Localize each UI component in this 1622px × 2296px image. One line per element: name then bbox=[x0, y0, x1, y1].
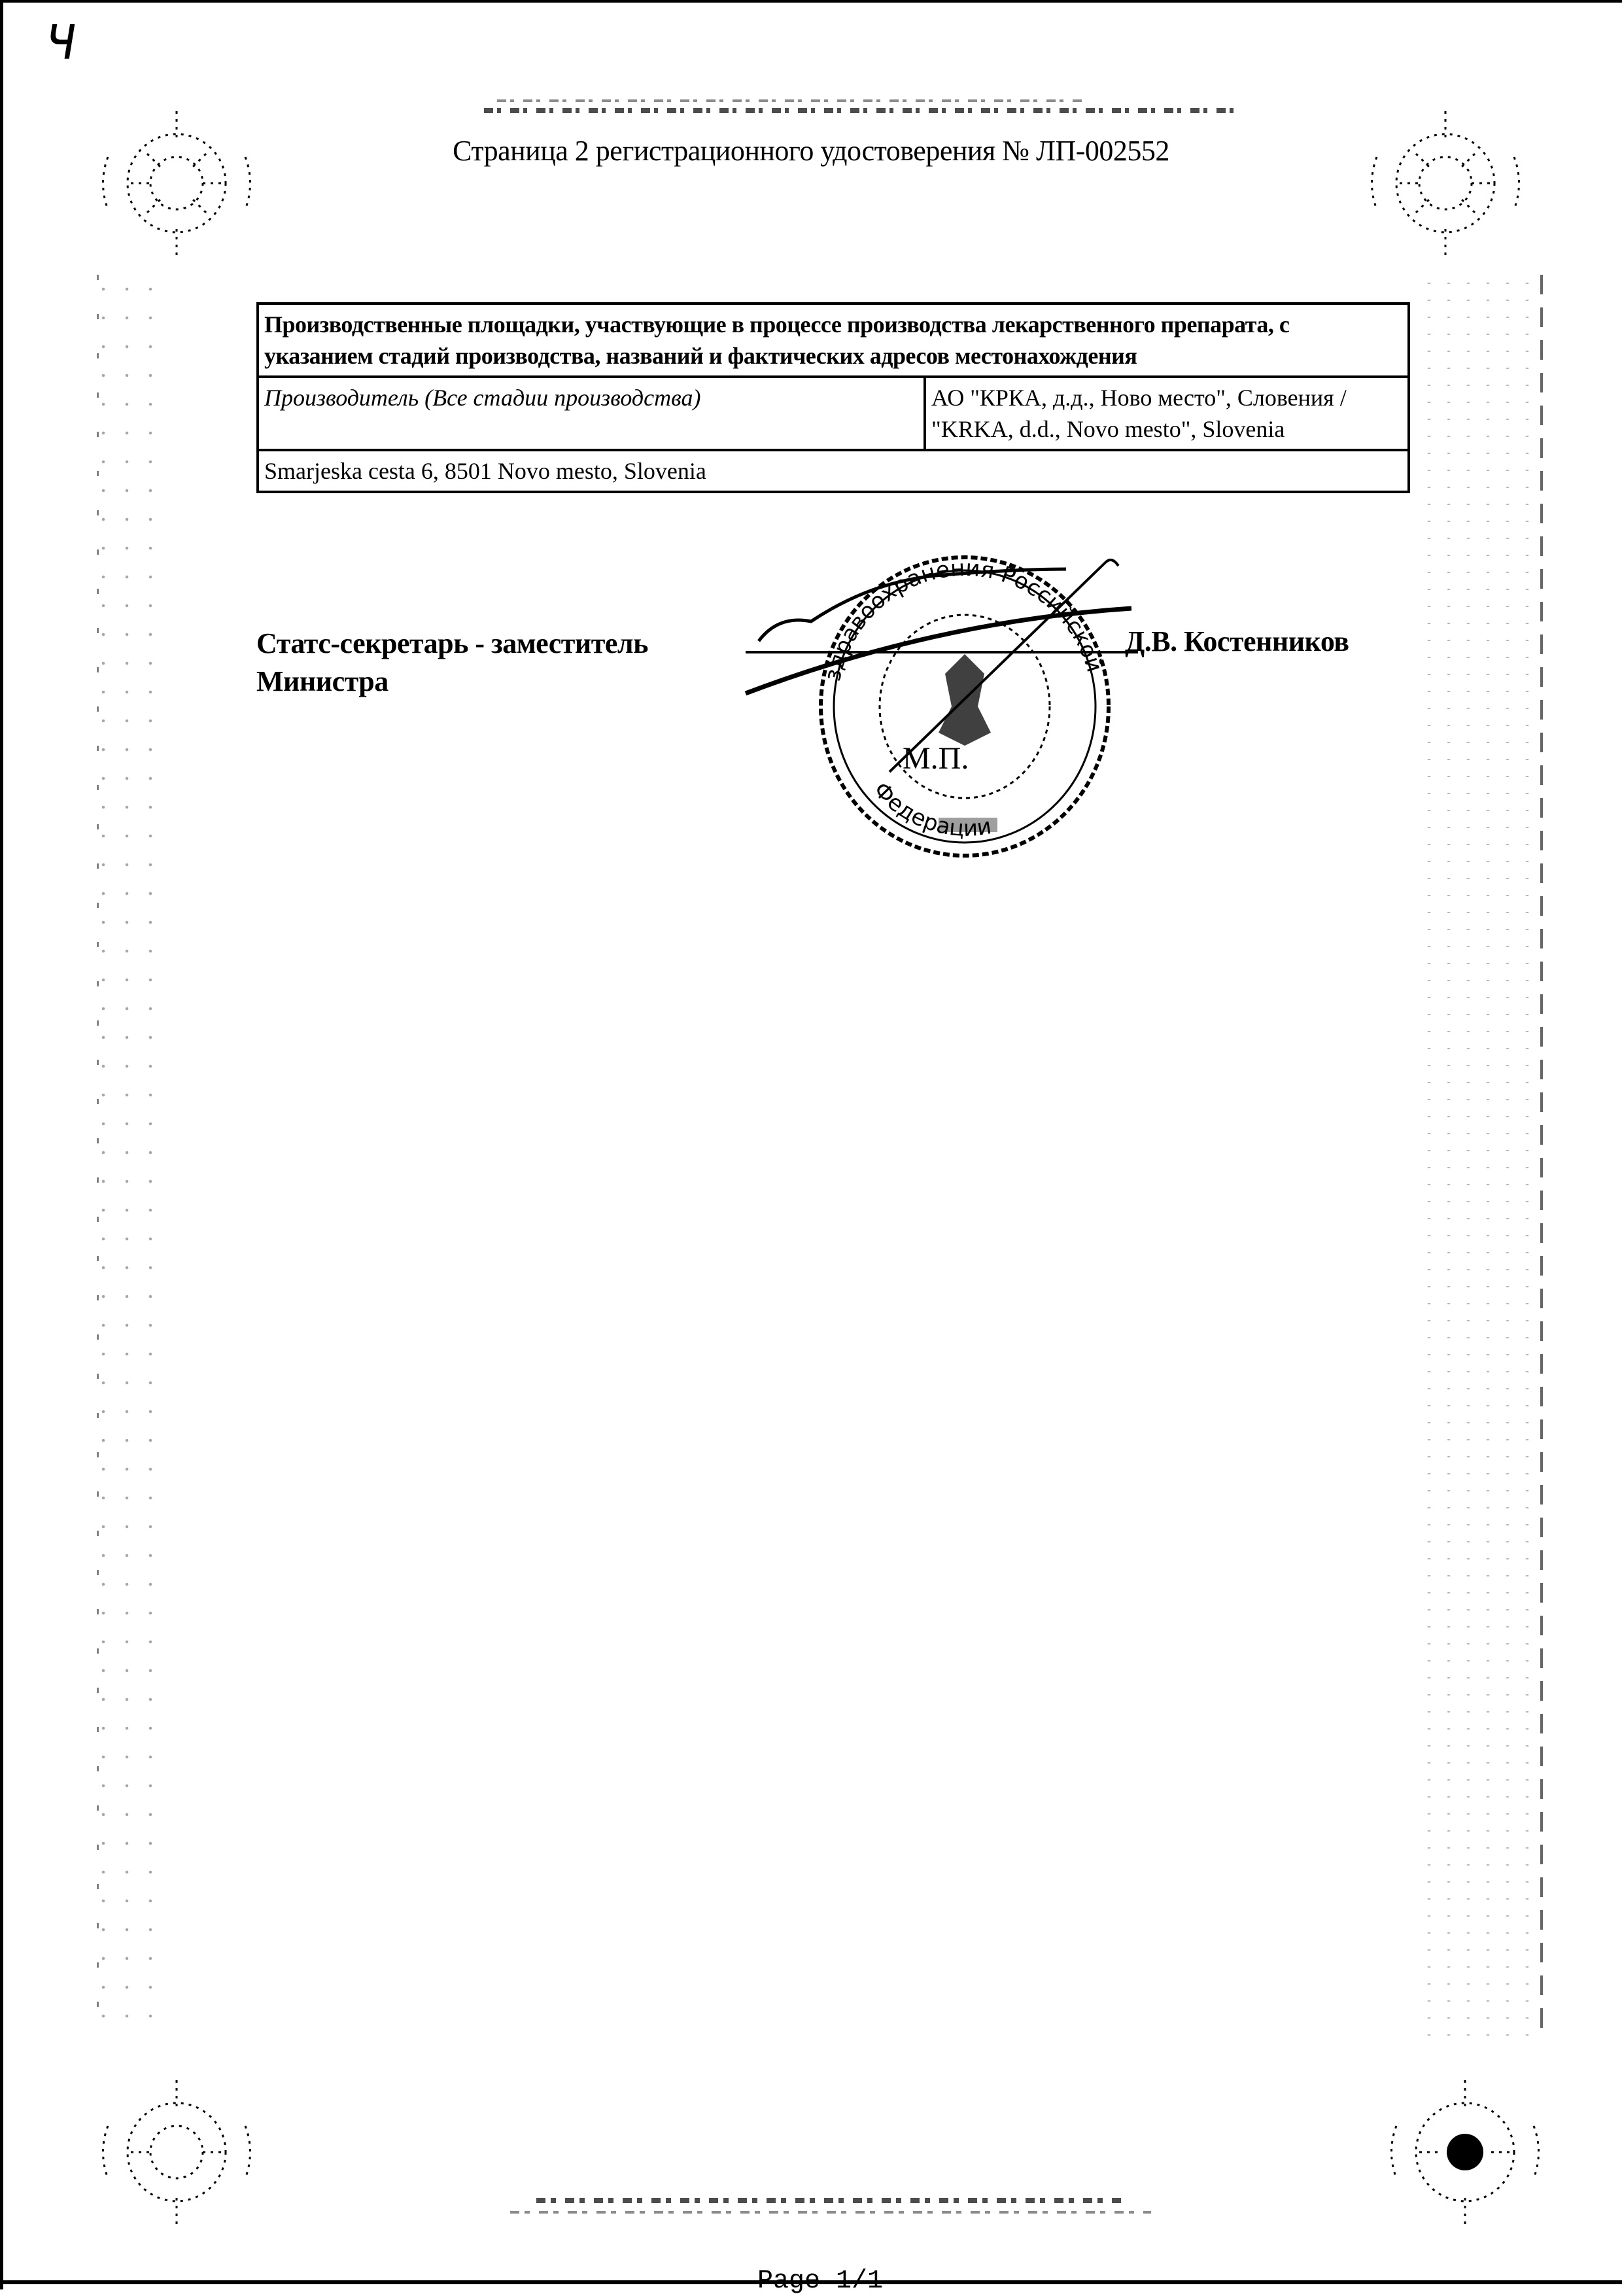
page-footer: Page 1/1 bbox=[757, 2267, 884, 2296]
stamp-seal-icon bbox=[739, 543, 1184, 870]
scan-border-top bbox=[0, 0, 1622, 3]
signer-title-line1: Статс-секретарь - заместитель bbox=[256, 627, 648, 659]
decorative-line-right bbox=[1540, 275, 1543, 2041]
decorative-line-left bbox=[97, 275, 99, 2041]
decorative-rule-bottom-secondary bbox=[510, 2211, 1151, 2214]
corner-ornament-icon bbox=[92, 98, 262, 268]
svg-text:М.П.: М.П. bbox=[903, 741, 969, 776]
svg-text:здравоохранения Российской: здравоохранения Российской bbox=[819, 555, 1108, 684]
svg-text:Федерации: Федерации bbox=[868, 776, 993, 842]
signer-name: Д.В. Костенников bbox=[1125, 625, 1349, 657]
manufacturer-name-ru: АО "КРКА, д.д., Ново место", Словения / bbox=[931, 385, 1347, 411]
handwritten-mark: ч bbox=[46, 0, 77, 74]
decorative-rule-bottom bbox=[536, 2198, 1125, 2203]
table-header-row bbox=[258, 304, 1409, 377]
official-stamp bbox=[739, 543, 1184, 870]
table-row bbox=[258, 450, 1409, 492]
manufacturer-name bbox=[925, 377, 1409, 450]
decorative-border-left bbox=[92, 275, 164, 2041]
corner-ornament-icon bbox=[1360, 98, 1530, 268]
scan-border-left bbox=[0, 0, 3, 2289]
corner-ornament-icon bbox=[92, 2067, 262, 2237]
production-sites-table bbox=[256, 302, 1410, 493]
page-header: Страница 2 регистрационного удостоверения № ЛП-002552 bbox=[453, 135, 1169, 167]
manufacturer-role: Производитель (Все стадии производства) bbox=[258, 377, 925, 450]
decorative-border-right bbox=[1419, 275, 1530, 2041]
decorative-rule-top bbox=[484, 108, 1236, 113]
table-header: Производственные площадки, участвующие в процессе производства лекарственного препарата, с указанием стадий производства, названий и фактических адресов местонахождения bbox=[258, 304, 1409, 377]
manufacturer-address: Smarjeska cesta 6, 8501 Novo mesto, Slovenia bbox=[258, 450, 1409, 492]
manufacturer-name-en: "KRKA, d.d., Novo mesto", Slovenia bbox=[931, 416, 1285, 442]
table-row bbox=[258, 377, 1409, 450]
signer-title bbox=[256, 625, 648, 701]
decorative-rule-top-secondary bbox=[497, 99, 1086, 102]
corner-ornament-icon bbox=[1380, 2067, 1550, 2237]
signer-title-line2: Министра bbox=[256, 665, 388, 697]
